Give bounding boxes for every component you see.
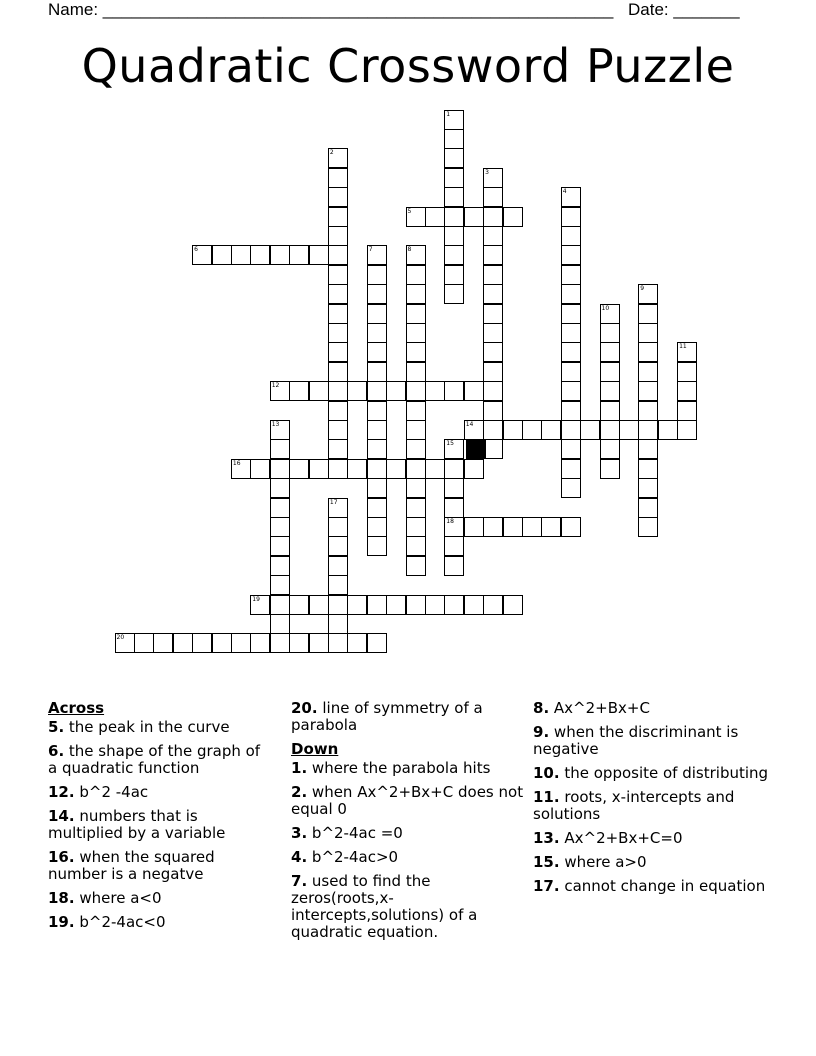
crossword-cell[interactable]: [600, 439, 620, 459]
crossword-cell[interactable]: [328, 207, 348, 227]
clues-column-2: [291, 700, 527, 948]
crossword-cell[interactable]: [328, 595, 348, 615]
crossword-cell[interactable]: [406, 595, 426, 615]
crossword-cell[interactable]: [483, 226, 503, 246]
crossword-cell[interactable]: [406, 420, 426, 440]
crossword-cell[interactable]: [444, 478, 464, 498]
crossword-cell[interactable]: [328, 401, 348, 421]
clue-down-9: 9. when the discriminant is negative: [533, 723, 739, 758]
crossword-cell[interactable]: [483, 245, 503, 265]
crossword-cell[interactable]: [270, 614, 290, 634]
crossword-cell[interactable]: [444, 245, 464, 265]
clue-across-6: 6. the shape of the graph of a quadratic function: [48, 742, 261, 777]
crossword-cell[interactable]: [347, 595, 367, 615]
crossword-cell[interactable]: [503, 207, 523, 227]
crossword-cell[interactable]: [406, 362, 426, 382]
cell-number: 13: [271, 420, 280, 428]
cell-number: 6: [194, 246, 198, 254]
crossword-cell[interactable]: [367, 439, 387, 459]
crossword-cell[interactable]: [541, 517, 561, 537]
crossword-cell[interactable]: [289, 633, 309, 653]
crossword-cell[interactable]: [677, 401, 697, 421]
crossword-cell[interactable]: [406, 265, 426, 285]
crossword-cell[interactable]: [309, 245, 329, 265]
crossword-cell[interactable]: [561, 362, 581, 382]
crossword-cell[interactable]: [561, 517, 581, 537]
crossword-cell[interactable]: [289, 245, 309, 265]
crossword-cell[interactable]: [483, 284, 503, 304]
crossword-cell[interactable]: [541, 420, 561, 440]
crossword-cell[interactable]: [561, 401, 581, 421]
crossword-cell[interactable]: [328, 342, 348, 362]
crossword-cell[interactable]: [464, 381, 484, 401]
crossword-cell[interactable]: [367, 284, 387, 304]
crossword-cell[interactable]: [212, 633, 232, 653]
crossword-cell[interactable]: [367, 595, 387, 615]
crossword-cell[interactable]: [270, 439, 290, 459]
clue-down-15: 15. where a>0: [533, 853, 647, 871]
crossword-cell[interactable]: [444, 148, 464, 168]
clue-across-18: 18. where a<0: [48, 889, 162, 907]
crossword-cell[interactable]: [347, 381, 367, 401]
crossword-cell[interactable]: [173, 633, 193, 653]
crossword-cell[interactable]: [483, 207, 503, 227]
clues-column-3: [533, 700, 773, 902]
crossword-cell[interactable]: [503, 420, 523, 440]
crossword-cell[interactable]: [309, 381, 329, 401]
crossword-cell[interactable]: [328, 245, 348, 265]
crossword-cell[interactable]: [406, 381, 426, 401]
crossword-cell[interactable]: [270, 245, 290, 265]
crossword-cell[interactable]: [444, 129, 464, 149]
crossword-cell[interactable]: [328, 362, 348, 382]
crossword-cell[interactable]: [328, 439, 348, 459]
crossword-cell[interactable]: [464, 207, 484, 227]
crossword-cell[interactable]: [483, 595, 503, 615]
clue-down-8: 8. Ax^2+Bx+C: [533, 699, 650, 717]
crossword-cell[interactable]: [464, 517, 484, 537]
crossword-cell[interactable]: [367, 498, 387, 518]
crossword-cell[interactable]: [367, 401, 387, 421]
crossword-cell[interactable]: [406, 439, 426, 459]
crossword-cell[interactable]: [367, 420, 387, 440]
cell-number: 10: [601, 304, 610, 312]
crossword-cell[interactable]: [309, 633, 329, 653]
crossword-cell[interactable]: [328, 536, 348, 556]
cell-number: 11: [679, 343, 687, 351]
crossword-cell[interactable]: [406, 498, 426, 518]
clue-down-17: 17. cannot change in equation: [533, 877, 766, 895]
crossword-cell[interactable]: [289, 459, 309, 479]
clue-down-7: 7. used to find the zeros(roots,x-intercepts,solutions) of a quadratic equation.: [291, 872, 478, 941]
cell-number: 12: [271, 382, 280, 390]
crossword-cell[interactable]: [270, 478, 290, 498]
crossword-cell[interactable]: [367, 536, 387, 556]
crossword-cell[interactable]: [638, 323, 658, 343]
crossword-cell[interactable]: [270, 498, 290, 518]
crossword-cell[interactable]: [328, 381, 348, 401]
crossword-cell[interactable]: [328, 187, 348, 207]
clue-down-10: 10. the opposite of distributing: [533, 764, 769, 782]
clues-column-1: [48, 700, 273, 938]
crossword-cell[interactable]: [347, 459, 367, 479]
crossword-cell[interactable]: [425, 207, 445, 227]
crossword-cell[interactable]: [638, 439, 658, 459]
crossword-cell[interactable]: [367, 323, 387, 343]
clue-down-11: 11. roots, x-intercepts and solutions: [533, 788, 735, 823]
crossword-cell[interactable]: [328, 420, 348, 440]
clue-across-5: 5. the peak in the curve: [48, 718, 230, 736]
crossword-cell[interactable]: [638, 420, 658, 440]
crossword-cell[interactable]: [444, 226, 464, 246]
crossword-cell[interactable]: [600, 420, 620, 440]
crossword-cell[interactable]: [464, 595, 484, 615]
crossword-cell[interactable]: [483, 517, 503, 537]
crossword-cell[interactable]: [367, 265, 387, 285]
cell-number: 3: [485, 168, 489, 176]
crossword-cell[interactable]: [367, 381, 387, 401]
crossword-cell[interactable]: [386, 381, 406, 401]
crossword-cell[interactable]: [503, 595, 523, 615]
crossword-cell[interactable]: [677, 420, 697, 440]
crossword-cell[interactable]: [367, 478, 387, 498]
crossword-cell[interactable]: [561, 207, 581, 227]
crossword-cell[interactable]: [638, 381, 658, 401]
clue-across-19: 19. b^2-4ac<0: [48, 913, 166, 931]
clue-across-20: 20. line of symmetry of a parabola: [291, 700, 483, 734]
crossword-cell[interactable]: [192, 633, 212, 653]
cell-number: 5: [407, 207, 412, 215]
crossword-cell[interactable]: [406, 342, 426, 362]
crossword-cell[interactable]: [483, 323, 503, 343]
crossword-cell[interactable]: [289, 381, 309, 401]
crossword-cell[interactable]: [406, 323, 426, 343]
crossword-cell[interactable]: [561, 381, 581, 401]
cell-number: 2: [329, 149, 334, 157]
crossword-cell[interactable]: [638, 498, 658, 518]
crossword-cell[interactable]: [444, 556, 464, 576]
crossword-cell[interactable]: [483, 381, 503, 401]
crossword-cell[interactable]: [522, 420, 542, 440]
cell-number: 17: [329, 498, 338, 506]
crossword-cell[interactable]: [386, 459, 406, 479]
crossword-cell[interactable]: [347, 633, 367, 653]
crossword-cell[interactable]: [638, 401, 658, 421]
crossword-cell[interactable]: [406, 478, 426, 498]
crossword-cell[interactable]: [250, 633, 270, 653]
crossword-cell[interactable]: [600, 381, 620, 401]
clue-across-12: 12. b^2 -4ac: [48, 783, 149, 801]
crossword-cell[interactable]: [638, 362, 658, 382]
crossword-cell[interactable]: [483, 362, 503, 382]
clue-down-4: 4. b^2-4ac>0: [291, 848, 399, 866]
clue-down-1: 1. where the parabola hits: [291, 759, 491, 777]
crossword-cell[interactable]: [483, 342, 503, 362]
crossword-cell[interactable]: [561, 304, 581, 324]
crossword-cell[interactable]: [638, 304, 658, 324]
crossword-cell[interactable]: [561, 459, 581, 479]
across-heading: Across: [48, 699, 105, 717]
clue-across-14: 14. numbers that is multiplied by a variable: [48, 807, 226, 842]
crossword-cell[interactable]: [444, 168, 464, 188]
crossword-cell[interactable]: [444, 536, 464, 556]
crossword-cell[interactable]: [425, 381, 445, 401]
crossword-cell[interactable]: [406, 459, 426, 479]
crossword-cell[interactable]: [328, 265, 348, 285]
crossword-cell[interactable]: [270, 517, 290, 537]
crossword-cell[interactable]: [406, 517, 426, 537]
crossword-cell[interactable]: [328, 226, 348, 246]
date-field-label: Date: _______: [628, 0, 740, 19]
clue-down-3: 3. b^2-4ac =0: [291, 824, 403, 842]
crossword-cell[interactable]: [367, 633, 387, 653]
crossword-cell[interactable]: [561, 478, 581, 498]
crossword-cell[interactable]: [406, 536, 426, 556]
cell-number: 18: [446, 517, 454, 525]
crossword-cell[interactable]: [638, 517, 658, 537]
crossword-cell[interactable]: [483, 401, 503, 421]
crossword-cell[interactable]: [328, 556, 348, 576]
crossword-cell[interactable]: [328, 168, 348, 188]
crossword-cell[interactable]: [367, 304, 387, 324]
crossword-cell[interactable]: [658, 420, 678, 440]
crossword-cell[interactable]: [250, 459, 270, 479]
cell-number: 19: [252, 595, 260, 603]
crossword-cell[interactable]: [134, 633, 154, 653]
crossword-cell[interactable]: [406, 401, 426, 421]
crossword-cell[interactable]: [600, 401, 620, 421]
crossword-cell[interactable]: [561, 245, 581, 265]
crossword-cell[interactable]: [561, 323, 581, 343]
crossword-cell[interactable]: [328, 517, 348, 537]
cell-number: 1: [446, 110, 451, 118]
crossword-cell[interactable]: [561, 439, 581, 459]
crossword-cell[interactable]: [367, 342, 387, 362]
crossword-cell[interactable]: [600, 342, 620, 362]
crossword-cell[interactable]: [406, 556, 426, 576]
crossword-cell[interactable]: [638, 342, 658, 362]
cell-number: 15: [446, 440, 454, 448]
crossword-cell[interactable]: [677, 362, 697, 382]
crossword-cell[interactable]: [483, 304, 503, 324]
crossword-cell[interactable]: [619, 420, 639, 440]
crossword-cell[interactable]: [309, 459, 329, 479]
crossword-cell[interactable]: [270, 633, 290, 653]
crossword-cell[interactable]: [367, 517, 387, 537]
crossword-cell[interactable]: [483, 187, 503, 207]
cell-number: 7: [368, 246, 373, 254]
crossword-cell[interactable]: [600, 459, 620, 479]
crossword-cell[interactable]: [561, 226, 581, 246]
crossword-cell[interactable]: [328, 284, 348, 304]
down-heading: Down: [291, 740, 339, 758]
crossword-cell[interactable]: [444, 381, 464, 401]
crossword-cell[interactable]: [367, 459, 387, 479]
crossword-cell[interactable]: [386, 595, 406, 615]
crossword-cell[interactable]: [600, 362, 620, 382]
clue-down-2: 2. when Ax^2+Bx+C does not equal 0: [291, 783, 524, 818]
crossword-cell[interactable]: [406, 304, 426, 324]
crossword-cell[interactable]: [638, 459, 658, 479]
crossword-cell[interactable]: [328, 304, 348, 324]
crossword-cell[interactable]: [425, 459, 445, 479]
crossword-cell[interactable]: [444, 187, 464, 207]
clue-down-13: 13. Ax^2+Bx+C=0: [533, 829, 683, 847]
cell-number: 8: [407, 246, 412, 254]
crossword-cell[interactable]: [212, 245, 232, 265]
crossword-cell[interactable]: [367, 362, 387, 382]
crossword-cell[interactable]: [444, 207, 464, 227]
crossword-cell[interactable]: [328, 459, 348, 479]
crossword-cell[interactable]: [328, 323, 348, 343]
cell-number: 20: [116, 634, 125, 642]
crossword-cell[interactable]: [483, 265, 503, 285]
crossword-cell[interactable]: [153, 633, 173, 653]
crossword-cell[interactable]: [580, 420, 600, 440]
crossword-cell[interactable]: [503, 517, 523, 537]
crossword-cell[interactable]: [483, 439, 503, 459]
crossword-cell[interactable]: [270, 556, 290, 576]
crossword-cell[interactable]: [561, 342, 581, 362]
crossword-cell[interactable]: [231, 633, 251, 653]
crossword-cell[interactable]: [561, 265, 581, 285]
black-cell: [466, 439, 486, 459]
crossword-cell[interactable]: [677, 381, 697, 401]
crossword-cell[interactable]: [561, 420, 581, 440]
page-title: Quadratic Crossword Puzzle: [81, 39, 735, 93]
cell-number: 4: [562, 188, 567, 196]
crossword-cell[interactable]: [289, 595, 309, 615]
crossword-cell[interactable]: [444, 265, 464, 285]
crossword-cell[interactable]: [231, 245, 251, 265]
crossword-cell[interactable]: [309, 595, 329, 615]
crossword-cell[interactable]: [561, 284, 581, 304]
crossword-cell[interactable]: [444, 459, 464, 479]
clue-across-16: 16. when the squared number is a negatve: [48, 848, 215, 883]
crossword-cell[interactable]: [600, 323, 620, 343]
crossword-cell[interactable]: [270, 575, 290, 595]
crossword-cell[interactable]: [406, 284, 426, 304]
crossword-cell[interactable]: [483, 420, 503, 440]
crossword-cell[interactable]: [270, 459, 290, 479]
crossword-cell[interactable]: [638, 478, 658, 498]
crossword-cell[interactable]: [328, 633, 348, 653]
crossword-cell[interactable]: [328, 614, 348, 634]
crossword-cell[interactable]: [328, 575, 348, 595]
cell-number: 16: [232, 459, 241, 467]
crossword-cell[interactable]: [250, 245, 270, 265]
cell-number: 14: [465, 420, 474, 428]
crossword-cell[interactable]: [270, 536, 290, 556]
crossword-cell[interactable]: [464, 459, 484, 479]
crossword-cell[interactable]: [270, 595, 290, 615]
crossword-cell[interactable]: [522, 517, 542, 537]
crossword-cell[interactable]: [444, 284, 464, 304]
crossword-cell[interactable]: [425, 595, 445, 615]
crossword-cell[interactable]: [444, 595, 464, 615]
crossword-cell[interactable]: [444, 498, 464, 518]
cell-number: 9: [640, 285, 645, 293]
name-field-label: Name: ______________________________________________________: [48, 0, 614, 19]
